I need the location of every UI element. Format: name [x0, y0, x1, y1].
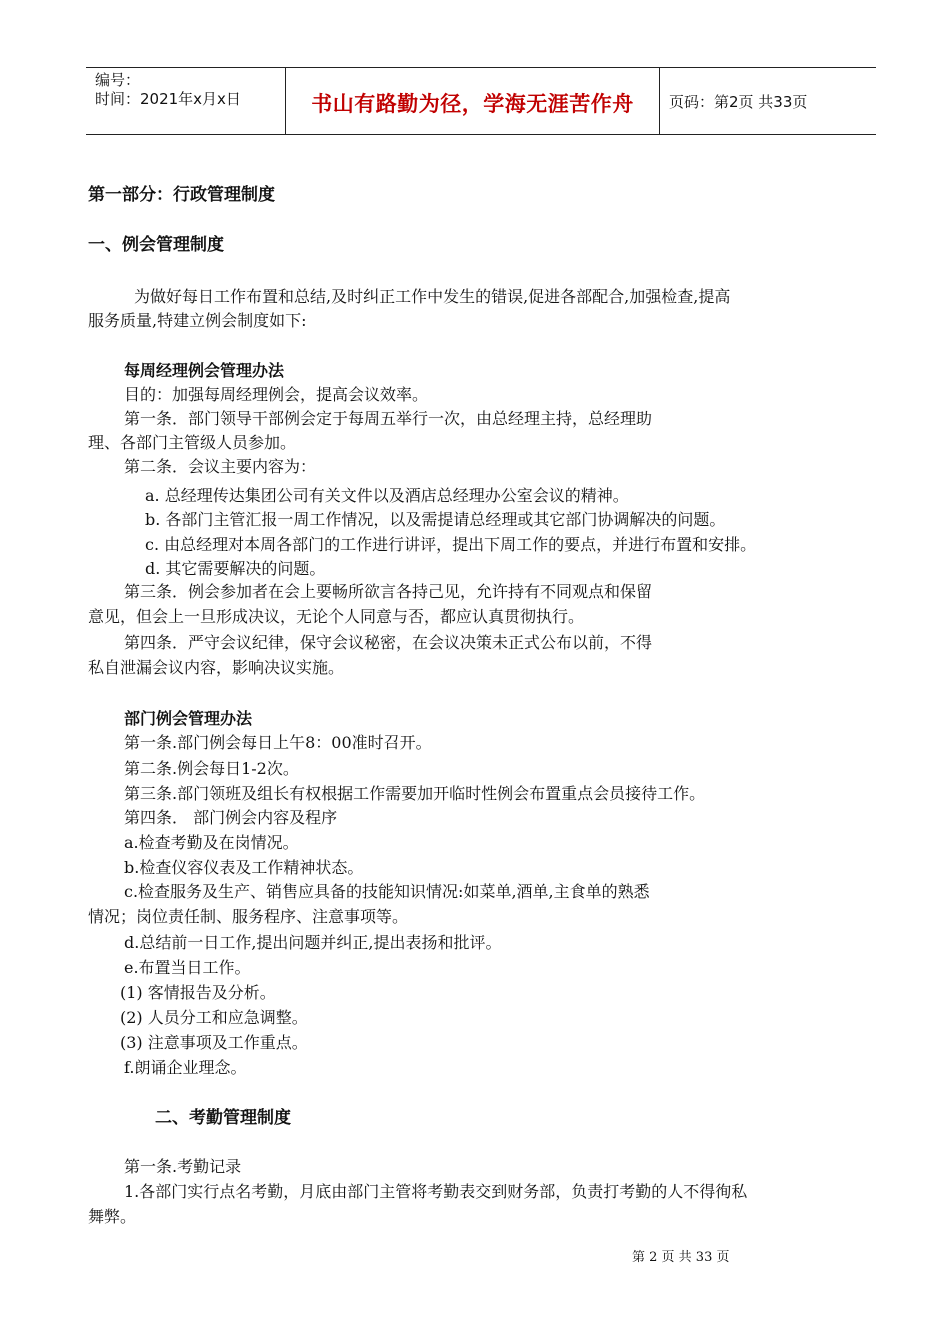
dept-line: 第一条.部门例会每日上午8：00准时召开。 — [124, 733, 432, 752]
dept-item: e.布置当日工作。 — [124, 958, 251, 977]
header-time-label: 时间：2021年x月x日 — [95, 90, 241, 108]
page-header — [86, 67, 876, 135]
dept-subitem: (2) 人员分工和应急调整。 — [120, 1008, 308, 1027]
dept-item: a.检查考勤及在岗情况。 — [124, 833, 299, 852]
weekly-item-a: a. 总经理传达集团公司有关文件以及酒店总经理办公室会议的精神。 — [145, 486, 629, 505]
dept-item: d.总结前一日工作,提出问题并纠正,提出表扬和批评。 — [124, 933, 502, 952]
weekly-line: 第一条．部门领导干部例会定于每周五举行一次，由总经理主持，总经理助 — [124, 409, 653, 428]
header-page-info: 页码：第2页 共33页 — [669, 92, 808, 111]
header-motto: 书山有路勤为径，学海无涯苦作舟 — [311, 92, 634, 116]
header-motto-cell — [286, 68, 660, 134]
weekly-line: 第四条．严守会议纪律，保守会议秘密，在会议决策未正式公布以前，不得 — [124, 633, 653, 652]
section2-title: 二、考勤管理制度 — [155, 1108, 291, 1128]
weekly-line: 理、各部门主管级人员参加。 — [88, 433, 297, 452]
header-meta — [86, 68, 286, 134]
dept-line: 第二条.例会每日1-2次。 — [124, 759, 299, 778]
dept-item: 情况；岗位责任制、服务程序、注意事项等。 — [88, 907, 409, 926]
dept-line: 第四条． 部门例会内容及程序 — [124, 808, 338, 827]
weekly-meeting-title: 每周经理例会管理办法 — [124, 361, 285, 380]
attendance-line: 1.各部门实行点名考勤，月底由部门主管将考勤表交到财务部，负责打考勤的人不得徇私 — [124, 1182, 748, 1201]
weekly-item-c: c. 由总经理对本周各部门的工作进行讲评，提出下周工作的要点，并进行布置和安排。 — [145, 535, 757, 554]
intro-line-2: 服务质量,特建立例会制度如下: — [88, 311, 307, 330]
intro-line-1: 为做好每日工作布置和总结,及时纠正工作中发生的错误,促进各部配合,加强检查,提高 — [134, 287, 731, 306]
dept-subitem: (1) 客情报告及分析。 — [120, 983, 276, 1002]
section1-title: 一、例会管理制度 — [88, 235, 224, 255]
attendance-line: 第一条.考勤记录 — [124, 1157, 242, 1176]
attendance-line: 舞弊。 — [88, 1207, 137, 1226]
weekly-line: 目的：加强每周经理例会，提高会议效率。 — [124, 385, 429, 404]
dept-meeting-title: 部门例会管理办法 — [124, 709, 253, 728]
weekly-item-d: d. 其它需要解决的问题。 — [145, 559, 326, 578]
weekly-line: 私自泄漏会议内容，影响决议实施。 — [88, 658, 345, 677]
dept-item: c.检查服务及生产、销售应具备的技能知识情况:如菜单,酒单,主食单的熟悉 — [124, 882, 650, 901]
dept-item: b.检查仪容仪表及工作精神状态。 — [124, 858, 364, 877]
dept-subitem: (3) 注意事项及工作重点。 — [120, 1033, 308, 1052]
weekly-line: 第二条．会议主要内容为： — [124, 457, 317, 476]
dept-line: 第三条.部门领班及组长有权根据工作需要加开临时性例会布置重点会员接待工作。 — [124, 784, 706, 803]
header-number-label: 编号： — [95, 71, 141, 89]
page-footer: 第 2 页 共 33 页 — [632, 1250, 730, 1265]
weekly-line: 意见，但会上一旦形成决议，无论个人同意与否，都应认真贯彻执行。 — [88, 607, 585, 626]
part-title: 第一部分：行政管理制度 — [88, 185, 275, 205]
weekly-item-b: b. 各部门主管汇报一周工作情况，以及需提请总经理或其它部门协调解决的问题。 — [145, 510, 726, 529]
dept-item: f.朗诵企业理念。 — [124, 1058, 247, 1077]
weekly-line: 第三条．例会参加者在会上要畅所欲言各持己见，允许持有不同观点和保留 — [124, 582, 653, 601]
